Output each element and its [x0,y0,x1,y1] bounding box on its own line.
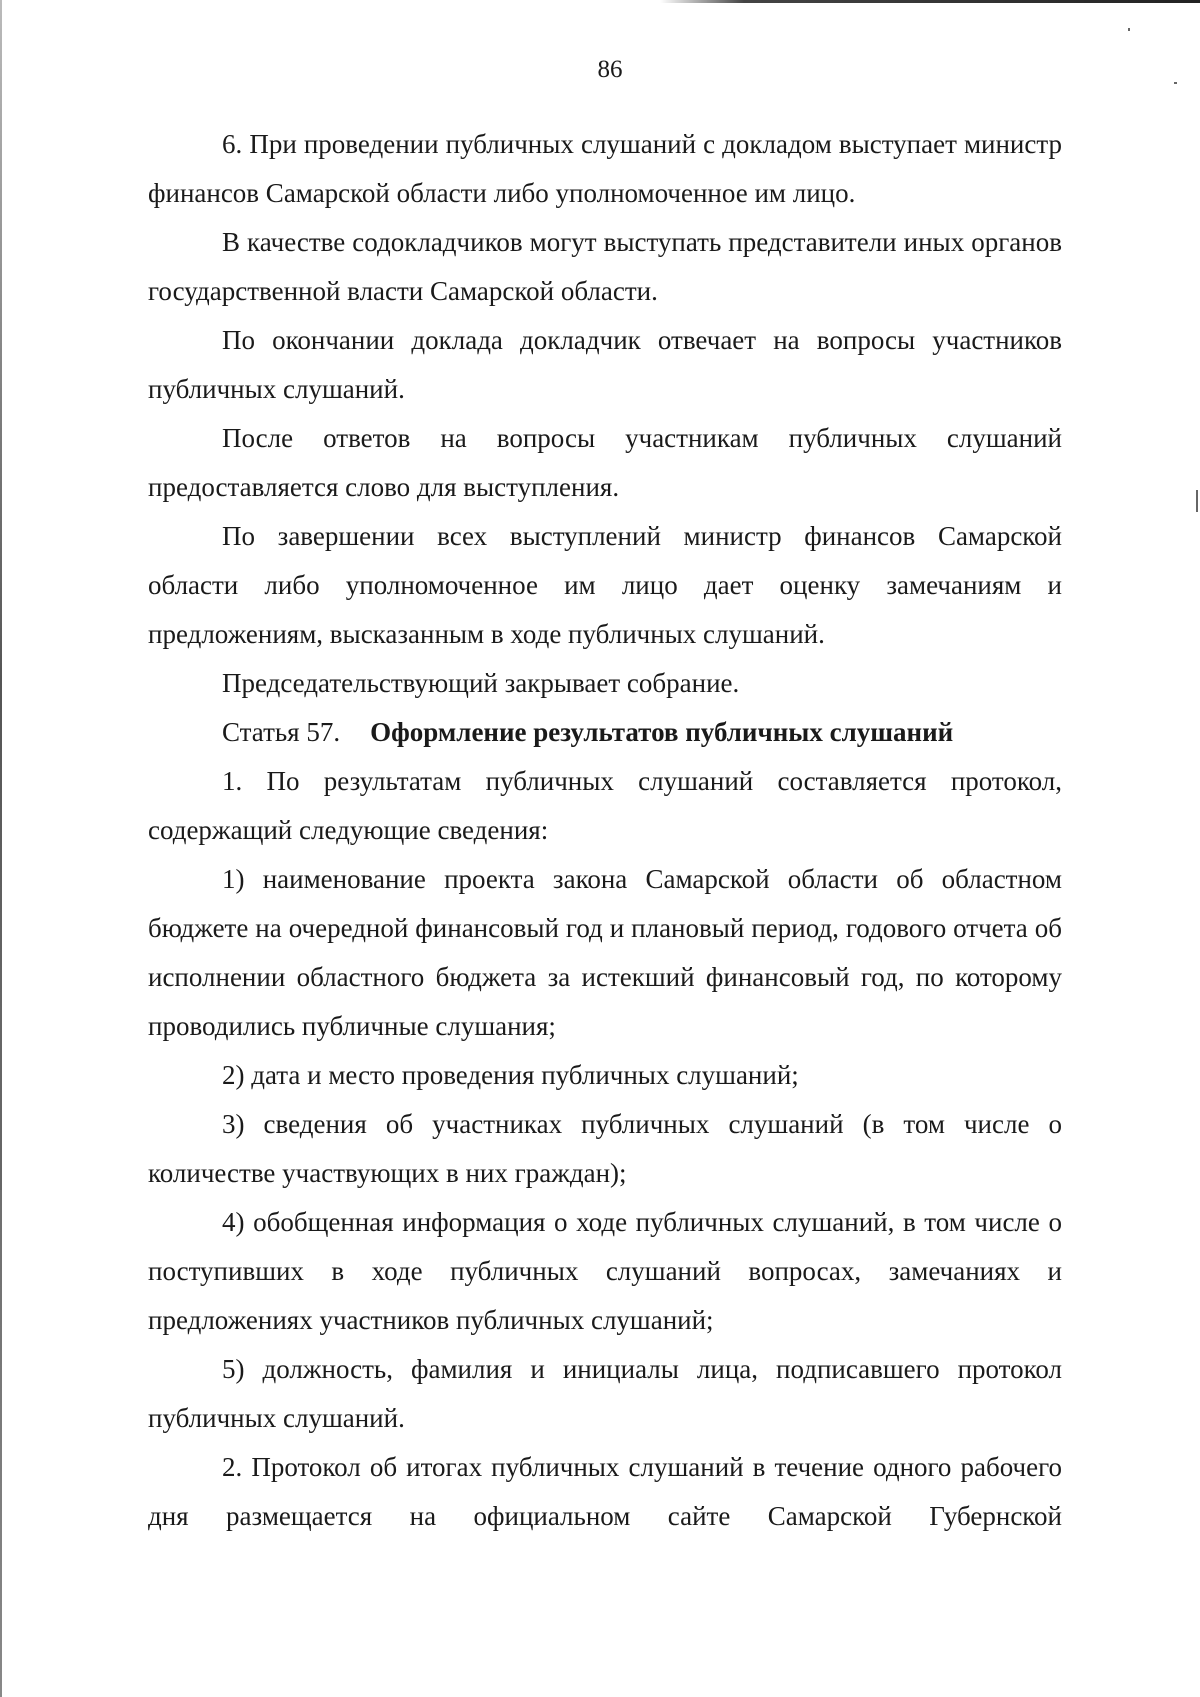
list-item: 1) наименование проекта закона Самарской области об областном бюджете на очередной финансовый год и плановый период, годового отчета об исполнении областного бюджета за истекший финансовый год, по которому проводились публичные слушания; [148,864,1062,1041]
paragraph: 1. По результатам публичных слушаний составляется протокол, содержащий следующие сведения: [148,766,1062,845]
list-item: 5) должность, фамилия и инициалы лица, подписавшего протокол публичных слушаний. [148,1354,1062,1433]
list-item: 4) обобщенная информация о ходе публичных слушаний, в том числе о поступивших в ходе публичных слушаний вопросах, замечаниях и предложениях участников публичных слушаний; [148,1207,1062,1335]
paragraph: В качестве содокладчиков могут выступать представители иных органов государственной власти Самарской области. [148,227,1062,306]
paragraph: 6. При проведении публичных слушаний с докладом выступает министр финансов Самарской области либо уполномоченное им лицо. [148,129,1062,208]
article-title: Оформление результатов публичных слушаний [370,717,954,747]
page-number: 86 [597,56,623,83]
scan-speck [0,1030,2,1190]
article-heading [148,708,1062,757]
scan-speck [1128,28,1130,31]
scan-speck [1196,490,1198,512]
paragraph: Председательствующий закрывает собрание. [222,668,740,698]
list-item: 3) сведения об участниках публичных слушаний (в том числе о количестве участвующих в них граждан); [148,1109,1062,1188]
paragraph: 2. Протокол об итогах публичных слушаний в течение одного рабочего дня размещается на официальном сайте Самарской Губернской [148,1452,1062,1531]
document-body [148,120,1062,1541]
list-item: 2) дата и место проведения публичных слушаний; [222,1060,799,1090]
scan-top-edge [0,0,1200,3]
paragraph: По окончании доклада докладчик отвечает на вопросы участников публичных слушаний. [148,325,1062,404]
paragraph: По завершении всех выступлений министр финансов Самарской области либо уполномоченное им лицо дает оценку замечаниям и предложениям, высказанным в ходе публичных слушаний. [148,521,1062,649]
article-number: Статья 57. [222,717,341,747]
paragraph: После ответов на вопросы участникам публичных слушаний предоставляется слово для выступления. [148,423,1062,502]
scan-left-edge [0,0,2,1697]
